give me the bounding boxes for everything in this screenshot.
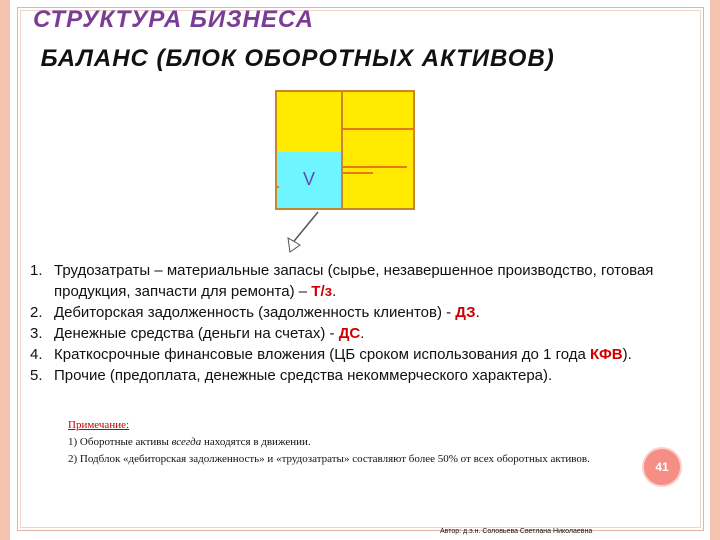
list-item-number: 1. xyxy=(30,262,43,279)
indicator-code: ДС xyxy=(338,325,361,342)
note-block xyxy=(68,417,598,468)
list-item-number: 4. xyxy=(30,346,43,363)
indicator-code: Т/з xyxy=(311,283,333,300)
note-line-1-tail: находятся в движении. xyxy=(201,436,311,448)
list-item xyxy=(30,365,670,386)
list-item-text: Трудозатраты – материальные запасы (сырье, незавершенное производство, готовая продукция, запчасти для ремонта) – xyxy=(54,262,654,300)
current-assets-list xyxy=(30,260,670,386)
balance-block-diagram xyxy=(275,90,415,210)
indicator-code: КФВ xyxy=(590,346,623,363)
page-number-badge: 41 xyxy=(642,447,682,487)
list-item-text: . xyxy=(475,304,480,321)
author-credit: Автор: д.э.н. Соловьева Светлана Николаевна xyxy=(440,528,593,535)
list-item-text: Денежные средства (деньги на счетах) - xyxy=(54,325,339,342)
block-divider-1 xyxy=(343,128,415,130)
note-line-2: 2) Подблок «дебиторская задолженность» и «трудозатраты» составляют более 50% от всех оборотных активов. xyxy=(68,453,590,465)
list-item-text: Дебиторская задолженность (задолженность клиентов) - xyxy=(54,304,456,321)
list-item xyxy=(30,302,670,323)
current-assets-highlight: V xyxy=(277,152,341,208)
list-item xyxy=(30,260,670,302)
note-line-1-text: 1) Оборотные активы xyxy=(68,436,172,448)
block-divider-3 xyxy=(343,172,373,174)
note-line-1-emphasis: всегда xyxy=(171,436,202,448)
list-item-number: 2. xyxy=(30,304,43,321)
block-divider-left xyxy=(275,186,279,188)
list-item-number: 3. xyxy=(30,325,43,342)
list-item-text: . xyxy=(332,283,337,300)
block-divider-2 xyxy=(343,166,407,168)
list-item xyxy=(30,344,670,365)
list-item-number: 5. xyxy=(30,367,43,384)
block-divider-vertical xyxy=(341,90,343,210)
indicator-code: ДЗ xyxy=(455,304,476,321)
slide-title: СТРУКТУРА БИЗНЕСА xyxy=(33,6,314,33)
list-item-text: Краткосрочные финансовые вложения (ЦБ сроком использования до 1 года xyxy=(54,346,590,363)
note-line-1 xyxy=(68,434,598,451)
list-item-text: ). xyxy=(622,346,632,363)
slide-subtitle: БАЛАНС (БЛОК ОБОРОТНЫХ АКТИВОВ) xyxy=(33,45,555,72)
note-title: Примечание: xyxy=(68,419,130,431)
list-item-text: . xyxy=(360,325,365,342)
list-item-text: Прочие (предоплата, денежные средства некоммерческого характера). xyxy=(54,367,553,384)
list-item xyxy=(30,323,670,344)
